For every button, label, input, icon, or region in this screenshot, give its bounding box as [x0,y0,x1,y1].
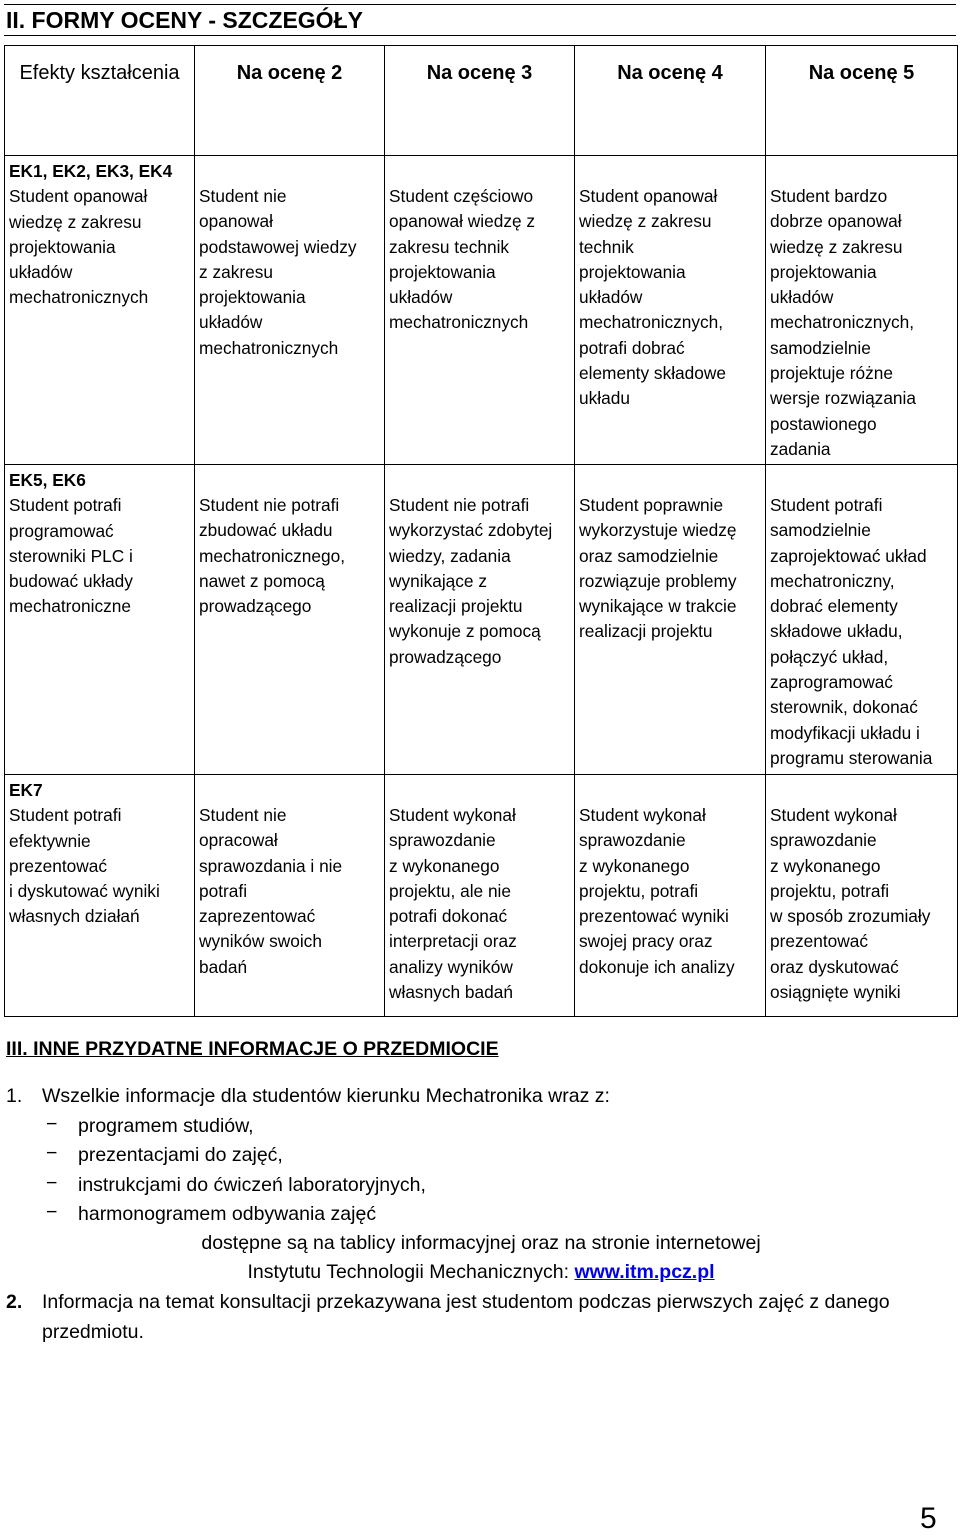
item-1-number: 1. [6,1085,23,1107]
effect-cell [5,465,195,775]
grade-2-text: Student nie potrafi zbudować układu mechatronicznego, nawet z pomocą prowadzącego [199,495,346,617]
grade-5-cell [766,465,958,775]
item-2-text: Informacja na temat konsultacji przekazywana jest studentom podczas pierwszych zajęć z danego przedmiotu. [42,1291,890,1343]
grade-2-text: Student nie opracował sprawozdania i nie potrafi zaprezentować wyników swoich badań [199,805,343,977]
effect-description: Student potrafi programować sterowniki PLC i budować układy mechatroniczne [9,495,133,617]
effect-codes: EK5, EK6 [9,470,86,490]
table-row [5,156,958,465]
list-item-text: harmonogramem odbywania zajęć [78,1203,377,1225]
effect-cell [5,775,195,1017]
grade-2-cell [195,775,385,1017]
grade-4-cell [575,156,766,465]
institute-label: Instytutu Technologii Mechanicznych: [247,1261,575,1283]
website-link[interactable]: www.itm.pcz.pl [574,1261,715,1283]
header-effects: Efekty kształcenia [5,46,195,156]
section-3-title: III. INNE PRZYDATNE INFORMACJE O PRZEDMIOCIE [6,1038,499,1060]
page-number: 5 [920,1502,937,1535]
grade-3-text: Student częściowo opanował wiedzę z zakresu technik projektowania układów mechatronicznych [389,186,536,333]
grade-4-text: Student poprawnie wykorzystuje wiedzę oraz samodzielnie rozwiązuje problemy wynikające w trakcie realizacji projektu [579,495,737,642]
grade-2-cell [195,465,385,775]
header-grade-3: Na ocenę 3 [385,46,575,156]
grade-4-cell [575,775,766,1017]
grade-3-cell [385,465,575,775]
header-grade-5: Na ocenę 5 [766,46,958,156]
grade-2-text: Student nie opanował podstawowej wiedzy z zakresu projektowania układów mechatronicznych [199,186,357,358]
grade-4-text: Student opanował wiedzę z zakresu technik projektowania układów mechatronicznych, potrafi dobrać elementy składowe układu [579,186,726,409]
availability-line: dostępne są na tablicy informacyjnej oraz na stronie internetowej [201,1232,761,1254]
grade-5-cell [766,775,958,1017]
grade-2-cell [195,156,385,465]
effect-cell [5,156,195,465]
effect-codes: EK1, EK2, EK3, EK4 [9,161,173,181]
table-row [5,775,958,1017]
grading-table [4,45,958,1017]
grade-3-text: Student wykonał sprawozdanie z wykonanego projektu, ale nie potrafi dokonać interpretacji oraz analizy wyników własnych badań [389,805,517,1003]
grade-5-text: Student wykonał sprawozdanie z wykonanego projektu, potrafi w sposób zrozumiały prezentować oraz dyskutować osiągnięte wyniki [770,805,931,1003]
dash-icon: − [46,1171,58,1194]
section-2-title: II. FORMY OCENY - SZCZEGÓŁY [4,4,956,36]
grade-4-cell [575,465,766,775]
header-grade-2: Na ocenę 2 [195,46,385,156]
grade-5-text: Student potrafi samodzielnie zaprojektować układ mechatroniczny, dobrać elementy składowe układu, połączyć układ, zaprogramować sterownik, dokonać modyfikacji układu i programu sterowania [770,495,933,768]
item-1-text: Wszelkie informacje dla studentów kierunku Mechatronika wraz z: [42,1085,610,1107]
item-2-number: 2. [6,1291,23,1313]
grade-3-cell [385,775,575,1017]
grade-5-cell [766,156,958,465]
dash-icon: − [46,1112,58,1135]
grade-3-cell [385,156,575,465]
header-grade-4: Na ocenę 4 [575,46,766,156]
effect-codes: EK7 [9,780,43,800]
list-item-text: programem studiów, [78,1114,254,1137]
grade-4-text: Student wykonał sprawozdanie z wykonanego projektu, potrafi prezentować wyniki swojej pracy oraz dokonuje ich analizy [579,805,735,977]
list-item-text: prezentacjami do zajęć, [78,1144,283,1166]
grade-3-text: Student nie potrafi wykorzystać zdobytej wiedzy, zadania wynikające z realizacji projektu wykonuje z pomocą prowadzącego [389,495,553,667]
effect-description: Student potrafi efektywnie prezentować i dyskutować wyniki własnych działań [9,805,160,927]
institute-line [6,1258,956,1288]
dash-icon: − [46,1201,58,1223]
effect-description: Student opanował wiedzę z zakresu projektowania układów mechatronicznych [9,186,149,308]
dash-icon: − [46,1142,58,1164]
grade-5-text: Student bardzo dobrze opanował wiedzę z zakresu projektowania układów mechatronicznych, samodzielnie projektuje różne wersje rozwiązania postawionego zadania [770,186,916,459]
list-item-text: instrukcjami do ćwiczeń laboratoryjnych, [78,1173,426,1196]
table-row [5,465,958,775]
table-header-row [5,46,958,156]
